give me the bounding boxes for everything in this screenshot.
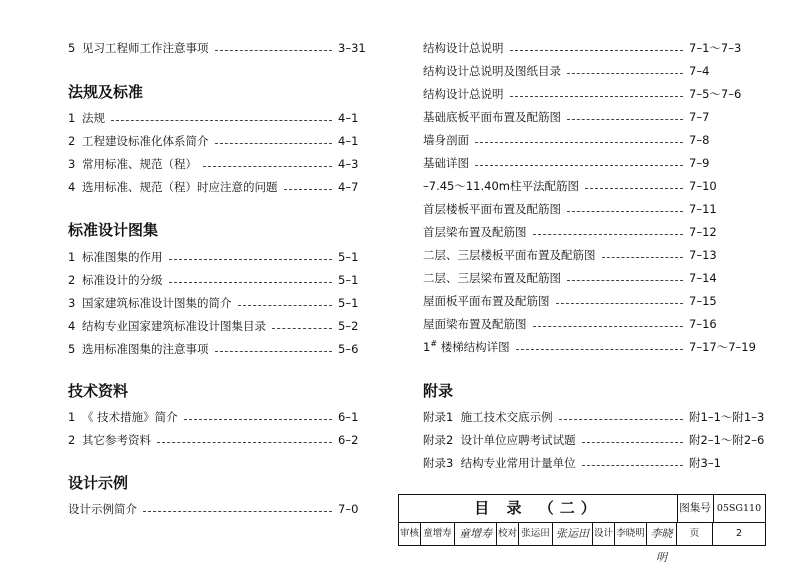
entry-number: 4	[68, 319, 76, 333]
entry-title: 施工技术交底示例	[460, 410, 553, 424]
toc-entry[interactable]	[423, 432, 769, 448]
leader-dots	[169, 259, 333, 260]
leader-dots	[215, 351, 333, 352]
leader-dots	[559, 419, 683, 420]
entry-title: 其它参考资料	[82, 433, 151, 447]
toc-entry[interactable]	[68, 179, 368, 195]
appendix-number: 附录3	[423, 456, 454, 470]
entry-title: 结构设计总说明及图纸目录	[423, 64, 561, 78]
leader-dots	[238, 305, 333, 306]
leader-dots	[510, 96, 684, 97]
entry-title: 屋面梁布置及配筋图	[423, 317, 527, 331]
entry-number: 2	[68, 134, 76, 148]
reviewer-name: 童增寿	[421, 522, 455, 546]
leader-dots	[582, 465, 683, 466]
entry-title: 工程建设标准化体系简介	[82, 134, 209, 148]
leader-dots	[567, 211, 683, 212]
leader-dots	[143, 511, 332, 512]
title-block-header	[399, 495, 765, 523]
entry-number: 2	[68, 273, 76, 287]
toc-entry[interactable]	[423, 224, 769, 240]
section-heading: 设计示例	[68, 474, 129, 492]
toc-entry[interactable]	[423, 201, 769, 217]
leader-dots	[533, 234, 684, 235]
entry-title: 基础底板平面布置及配筋图	[423, 110, 561, 124]
entry-title: 结构专业国家建筑标准设计图集目录	[82, 319, 266, 333]
entry-page: 3–31	[338, 41, 366, 55]
entry-page: 5–2	[338, 319, 359, 333]
entry-title: 法规	[82, 111, 105, 125]
entry-page: 4–7	[338, 180, 359, 194]
toc-entry[interactable]	[68, 110, 368, 126]
leader-dots	[184, 419, 332, 420]
entry-title: 国家建筑标准设计图集的简介	[82, 296, 232, 310]
review-label: 审核	[399, 522, 421, 546]
stair-number: 1	[423, 340, 431, 354]
entry-title: 首层楼板平面布置及配筋图	[423, 202, 561, 216]
entry-page: 7–12	[689, 225, 717, 239]
toc-entry[interactable]	[423, 339, 769, 355]
leader-dots	[516, 349, 683, 350]
check-label: 校对	[497, 522, 519, 546]
entry-page: 附3–1	[689, 456, 721, 470]
toc-entry[interactable]	[68, 501, 368, 517]
appendix-label	[423, 455, 576, 471]
leader-dots	[510, 50, 684, 51]
entry-title: 结构设计总说明	[423, 87, 504, 101]
leader-dots	[475, 165, 683, 166]
leader-dots	[582, 442, 683, 443]
entry-page: 7–13	[689, 248, 717, 262]
entry-number: 1	[68, 111, 76, 125]
entry-number: 4	[68, 180, 76, 194]
entry-number: 1	[68, 410, 76, 424]
entry-page: 5–1	[338, 273, 359, 287]
entry-page: 5–6	[338, 342, 359, 356]
toc-entry[interactable]	[68, 133, 368, 149]
toc-entry[interactable]	[68, 249, 368, 265]
leader-dots	[215, 50, 333, 51]
entry-title: 见习工程师工作注意事项	[82, 41, 209, 55]
entry-page: 7–9	[689, 156, 710, 170]
toc-entry[interactable]	[68, 40, 368, 56]
section-heading: 标准设计图集	[68, 221, 159, 239]
entry-page: 7–15	[689, 294, 717, 308]
entry-title: 设计单位应聘考试试题	[460, 433, 576, 447]
checker-signature: 张运田	[553, 522, 593, 546]
toc-entry[interactable]	[68, 295, 368, 311]
toc-entry[interactable]	[68, 318, 368, 334]
atlas-number: 05SG110	[716, 503, 762, 514]
entry-number: 3	[68, 157, 76, 171]
leader-dots	[203, 166, 332, 167]
section-heading: 技术资料	[68, 382, 129, 400]
entry-page: 7–10	[689, 179, 717, 193]
entry-number: 3	[68, 296, 76, 310]
checker-name: 张运田	[519, 522, 553, 546]
entry-page: 7–17～7–19	[689, 340, 756, 354]
leader-dots	[602, 257, 684, 258]
title-block	[398, 494, 766, 564]
entry-title	[423, 339, 510, 355]
leader-dots	[169, 282, 333, 283]
toc-entry[interactable]	[68, 341, 368, 357]
entry-number: 5	[68, 41, 76, 55]
stair-sup: #	[430, 339, 438, 349]
toc-entry[interactable]	[423, 155, 769, 171]
toc-entry[interactable]	[423, 293, 769, 309]
entry-title: 选用标准、规范（程）时应注意的问题	[82, 180, 278, 194]
entry-number: 1	[68, 250, 76, 264]
toc-entry[interactable]	[423, 178, 769, 194]
entry-title: 墙身剖面	[423, 133, 469, 147]
leader-dots	[556, 303, 684, 304]
entry-number: 2	[68, 433, 76, 447]
entry-title: 标准图集的作用	[82, 250, 163, 264]
entry-title: 设计示例简介	[68, 502, 137, 516]
entry-title: 首层梁布置及配筋图	[423, 225, 527, 239]
design-label: 设计	[593, 522, 615, 546]
entry-title: 二层、三层梁布置及配筋图	[423, 271, 561, 285]
toc-entry[interactable]	[423, 86, 769, 102]
entry-page: 7–8	[689, 133, 710, 147]
entry-page: 7–1～7–3	[689, 41, 742, 55]
toc-entry[interactable]	[423, 40, 769, 56]
toc-entry[interactable]	[68, 409, 368, 425]
entry-page: 7–14	[689, 271, 717, 285]
entry-page: 4–1	[338, 111, 359, 125]
entry-title: 标准设计的分级	[82, 273, 163, 287]
entry-title: 基础详图	[423, 156, 469, 170]
toc-entry[interactable]	[423, 316, 769, 332]
page-number: 2	[735, 528, 743, 539]
reviewer-signature: 童增寿	[455, 522, 497, 546]
appendix-number: 附录1	[423, 410, 454, 424]
appendix-number: 附录2	[423, 433, 454, 447]
designer-signature: 李晓明	[647, 522, 677, 546]
entry-page: 7–16	[689, 317, 717, 331]
section-heading: 法规及标准	[68, 83, 144, 101]
entry-page: 4–1	[338, 134, 359, 148]
entry-page: 7–7	[689, 110, 710, 124]
entry-title: 二层、三层楼板平面布置及配筋图	[423, 248, 596, 262]
entry-page: 7–4	[689, 64, 710, 78]
entry-page: 附2–1～附2–6	[689, 433, 765, 447]
page-label: 页	[677, 522, 713, 546]
leader-dots	[585, 188, 683, 189]
stair-title: 楼梯结构详图	[440, 340, 510, 354]
toc-entry[interactable]	[68, 156, 368, 172]
leader-dots	[284, 189, 333, 190]
entry-title: 结构设计总说明	[423, 41, 504, 55]
entry-page: 附1–1～附1–3	[689, 410, 765, 424]
entry-page: 6–2	[338, 433, 359, 447]
leader-dots	[533, 326, 684, 327]
toc-entry[interactable]	[423, 455, 769, 471]
toc-entry[interactable]	[423, 247, 769, 263]
leader-dots	[567, 73, 683, 74]
toc-entry[interactable]	[68, 272, 368, 288]
toc-entry[interactable]	[423, 109, 769, 125]
appendix-label	[423, 409, 553, 425]
leader-dots	[567, 280, 683, 281]
leader-dots	[215, 143, 333, 144]
section-heading: 附录	[423, 382, 454, 400]
leader-dots	[475, 142, 683, 143]
page-title: 目 录 （二）	[399, 495, 678, 522]
toc-entry[interactable]	[68, 432, 368, 448]
toc-entry[interactable]	[423, 132, 769, 148]
leader-dots	[111, 120, 332, 121]
toc-entry[interactable]	[423, 409, 769, 425]
entry-title: 选用标准图集的注意事项	[82, 342, 209, 356]
appendix-label	[423, 432, 576, 448]
entry-page: 4–3	[338, 157, 359, 171]
designer-name: 李晓明	[615, 522, 647, 546]
toc-entry[interactable]	[423, 63, 769, 79]
entry-title: 结构专业常用计量单位	[460, 456, 576, 470]
entry-title: –7.45～11.40m柱平法配筋图	[423, 179, 579, 193]
entry-page: 5–1	[338, 296, 359, 310]
entry-title: 《 技术措施》简介	[82, 410, 178, 424]
atlas-number-label: 图集号	[677, 495, 714, 522]
entry-number: 5	[68, 342, 76, 356]
entry-page: 5–1	[338, 250, 359, 264]
leader-dots	[157, 442, 332, 443]
toc-entry[interactable]	[423, 270, 769, 286]
entry-page: 7–11	[689, 202, 717, 216]
leader-dots	[272, 328, 332, 329]
title-block-signatures	[399, 522, 765, 564]
entry-title: 常用标准、规范（程）	[82, 157, 197, 171]
entry-page: 7–0	[338, 502, 359, 516]
entry-page: 6–1	[338, 410, 359, 424]
leader-dots	[567, 119, 683, 120]
entry-page: 7–5～7–6	[689, 87, 742, 101]
entry-title: 屋面板平面布置及配筋图	[423, 294, 550, 308]
